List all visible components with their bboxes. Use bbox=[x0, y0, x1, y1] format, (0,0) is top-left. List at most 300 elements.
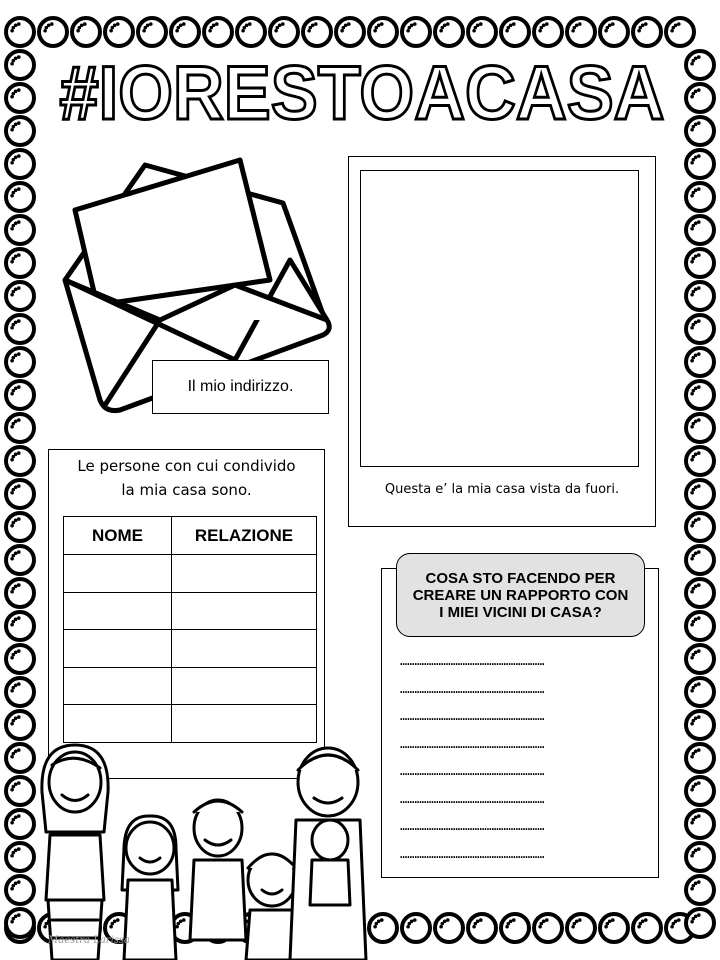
border-dot bbox=[17, 418, 21, 422]
border-dot bbox=[373, 29, 377, 33]
household-table bbox=[63, 516, 317, 743]
border-circle bbox=[686, 843, 714, 871]
border-dot bbox=[439, 29, 443, 33]
name-cell[interactable] bbox=[64, 592, 172, 630]
border-dot bbox=[690, 392, 694, 396]
border-dot bbox=[406, 29, 410, 33]
border-dot bbox=[690, 491, 694, 495]
border-dot bbox=[17, 451, 21, 455]
border-circle bbox=[567, 18, 595, 46]
column-header-name: NOME bbox=[64, 517, 172, 555]
relation-cell[interactable] bbox=[172, 705, 317, 743]
border-dot bbox=[694, 485, 698, 489]
border-circle bbox=[686, 381, 714, 409]
border-circle bbox=[686, 150, 714, 178]
border-dot bbox=[694, 518, 698, 522]
border-dot bbox=[377, 23, 381, 27]
border-dot bbox=[690, 788, 694, 792]
border-dot bbox=[571, 29, 575, 33]
border-circle bbox=[6, 579, 34, 607]
border-dot bbox=[697, 583, 701, 587]
border-circle bbox=[270, 18, 298, 46]
border-dot bbox=[690, 260, 694, 264]
family-illustration bbox=[0, 740, 380, 960]
border-dot bbox=[637, 925, 641, 929]
border-dot bbox=[690, 722, 694, 726]
border-dot bbox=[14, 254, 18, 258]
neighbors-question-bubble bbox=[396, 553, 645, 637]
border-dot bbox=[690, 425, 694, 429]
border-dot bbox=[512, 22, 516, 26]
border-circle bbox=[686, 447, 714, 475]
house-photo-area[interactable] bbox=[360, 170, 639, 467]
border-dot bbox=[307, 29, 311, 33]
border-dot bbox=[14, 386, 18, 390]
border-dot bbox=[314, 22, 318, 26]
border-circle bbox=[138, 18, 166, 46]
border-circle bbox=[435, 18, 463, 46]
border-dot bbox=[17, 583, 21, 587]
border-dot bbox=[10, 722, 14, 726]
border-dot bbox=[274, 29, 278, 33]
border-dot bbox=[697, 451, 701, 455]
border-circle bbox=[686, 282, 714, 310]
border-dot bbox=[14, 518, 18, 522]
border-dot bbox=[674, 23, 678, 27]
border-dot bbox=[694, 386, 698, 390]
border-circle bbox=[686, 777, 714, 805]
border-dot bbox=[14, 419, 18, 423]
border-dot bbox=[10, 293, 14, 297]
border-dot bbox=[446, 918, 450, 922]
border-dot bbox=[509, 23, 513, 27]
border-dot bbox=[690, 161, 694, 165]
table-row bbox=[64, 630, 317, 668]
border-dot bbox=[443, 23, 447, 27]
border-circle bbox=[686, 909, 714, 937]
border-circle bbox=[633, 914, 661, 942]
border-dot bbox=[505, 925, 509, 929]
answer-line[interactable]: …………………………………………………… bbox=[400, 681, 545, 696]
border-dot bbox=[17, 616, 21, 620]
border-dot bbox=[512, 918, 516, 922]
answer-line[interactable]: …………………………………………………… bbox=[400, 709, 545, 723]
border-circle bbox=[686, 84, 714, 112]
border-dot bbox=[14, 188, 18, 192]
border-dot bbox=[697, 187, 701, 191]
border-dot bbox=[578, 918, 582, 922]
border-circle bbox=[501, 914, 529, 942]
household-intro: Le persone con cui condivido la mia casa sono. bbox=[77, 457, 296, 499]
answer-line[interactable]: …………………………………………………… bbox=[400, 791, 545, 806]
border-dot bbox=[245, 23, 249, 27]
border-circle bbox=[686, 216, 714, 244]
border-dot bbox=[17, 55, 21, 59]
border-circle bbox=[435, 914, 463, 942]
border-dot bbox=[670, 925, 674, 929]
border-dot bbox=[697, 220, 701, 224]
border-dot bbox=[80, 23, 84, 27]
border-dot bbox=[50, 22, 54, 26]
border-dot bbox=[690, 95, 694, 99]
border-circle bbox=[336, 18, 364, 46]
border-circle bbox=[6, 381, 34, 409]
border-circle bbox=[686, 513, 714, 541]
border-dot bbox=[694, 815, 698, 819]
border-circle bbox=[686, 249, 714, 277]
border-dot bbox=[14, 353, 18, 357]
border-dot bbox=[10, 194, 14, 198]
border-circle bbox=[686, 546, 714, 574]
border-dot bbox=[641, 23, 645, 27]
border-dot bbox=[10, 392, 14, 396]
border-circle bbox=[303, 18, 331, 46]
border-dot bbox=[179, 23, 183, 27]
border-dot bbox=[17, 253, 21, 257]
border-dot bbox=[571, 925, 575, 929]
border-dot bbox=[694, 254, 698, 258]
border-dot bbox=[697, 847, 701, 851]
border-dot bbox=[697, 418, 701, 422]
border-dot bbox=[694, 353, 698, 357]
border-dot bbox=[575, 919, 579, 923]
relation-cell[interactable] bbox=[172, 555, 317, 593]
border-dot bbox=[694, 683, 698, 687]
border-circle bbox=[6, 216, 34, 244]
border-dot bbox=[694, 419, 698, 423]
border-dot bbox=[83, 22, 87, 26]
border-dot bbox=[694, 287, 698, 291]
border-circle bbox=[468, 914, 496, 942]
border-dot bbox=[509, 919, 513, 923]
border-dot bbox=[410, 23, 414, 27]
border-dot bbox=[17, 649, 21, 653]
column-header-relation: RELAZIONE bbox=[172, 517, 317, 555]
border-circle bbox=[600, 18, 628, 46]
border-dot bbox=[690, 326, 694, 330]
border-dot bbox=[17, 286, 21, 290]
border-dot bbox=[14, 551, 18, 555]
border-circle bbox=[534, 914, 562, 942]
border-dot bbox=[608, 23, 612, 27]
border-dot bbox=[116, 22, 120, 26]
border-circle bbox=[686, 579, 714, 607]
border-dot bbox=[697, 352, 701, 356]
border-circle bbox=[567, 914, 595, 942]
border-dot bbox=[17, 319, 21, 323]
border-dot bbox=[677, 918, 681, 922]
name-cell[interactable] bbox=[64, 555, 172, 593]
border-circle bbox=[6, 480, 34, 508]
table-row bbox=[64, 667, 317, 705]
border-dot bbox=[694, 749, 698, 753]
border-dot bbox=[545, 22, 549, 26]
border-circle bbox=[171, 18, 199, 46]
border-dot bbox=[641, 919, 645, 923]
border-circle bbox=[666, 18, 694, 46]
border-dot bbox=[604, 29, 608, 33]
border-dot bbox=[413, 22, 417, 26]
border-circle bbox=[6, 414, 34, 442]
page-title bbox=[55, 55, 670, 135]
border-dot bbox=[14, 320, 18, 324]
border-dot bbox=[690, 227, 694, 231]
border-dot bbox=[644, 22, 648, 26]
border-circle bbox=[600, 914, 628, 942]
border-circle bbox=[6, 513, 34, 541]
border-dot bbox=[14, 23, 18, 27]
border-dot bbox=[215, 22, 219, 26]
border-dot bbox=[694, 617, 698, 621]
border-dot bbox=[149, 22, 153, 26]
border-circle bbox=[686, 678, 714, 706]
border-circle bbox=[204, 18, 232, 46]
border-dot bbox=[10, 29, 14, 33]
border-dot bbox=[538, 925, 542, 929]
border-dot bbox=[14, 584, 18, 588]
border-circle bbox=[686, 711, 714, 739]
border-dot bbox=[17, 550, 21, 554]
border-dot bbox=[694, 188, 698, 192]
border-dot bbox=[697, 880, 701, 884]
border-dot bbox=[697, 748, 701, 752]
border-dot bbox=[697, 913, 701, 917]
relation-cell[interactable] bbox=[172, 592, 317, 630]
border-circle bbox=[6, 183, 34, 211]
border-dot bbox=[311, 23, 315, 27]
border-dot bbox=[690, 359, 694, 363]
table-row bbox=[64, 555, 317, 593]
border-circle bbox=[72, 18, 100, 46]
border-circle bbox=[6, 18, 34, 46]
border-circle bbox=[6, 117, 34, 145]
border-dot bbox=[697, 286, 701, 290]
border-dot bbox=[697, 649, 701, 653]
border-dot bbox=[694, 881, 698, 885]
border-circle bbox=[105, 18, 133, 46]
border-dot bbox=[637, 29, 641, 33]
border-circle bbox=[6, 84, 34, 112]
border-circle bbox=[6, 612, 34, 640]
border-dot bbox=[694, 320, 698, 324]
border-dot bbox=[47, 23, 51, 27]
border-dot bbox=[697, 781, 701, 785]
border-dot bbox=[17, 187, 21, 191]
border-circle bbox=[686, 414, 714, 442]
border-dot bbox=[14, 56, 18, 60]
border-dot bbox=[10, 326, 14, 330]
border-dot bbox=[14, 221, 18, 225]
border-dot bbox=[17, 484, 21, 488]
border-dot bbox=[690, 590, 694, 594]
border-dot bbox=[608, 919, 612, 923]
border-dot bbox=[472, 925, 476, 929]
border-dot bbox=[17, 121, 21, 125]
border-dot bbox=[694, 452, 698, 456]
border-dot bbox=[694, 782, 698, 786]
border-dot bbox=[14, 716, 18, 720]
border-dot bbox=[690, 128, 694, 132]
author-signature: Maestra Larissa bbox=[48, 935, 130, 946]
border-dot bbox=[248, 22, 252, 26]
border-dot bbox=[697, 682, 701, 686]
border-dot bbox=[694, 122, 698, 126]
border-dot bbox=[212, 23, 216, 27]
answer-line[interactable]: …………………………………………………… bbox=[400, 654, 545, 668]
border-dot bbox=[241, 29, 245, 33]
border-dot bbox=[690, 458, 694, 462]
border-dot bbox=[10, 656, 14, 660]
border-dot bbox=[690, 689, 694, 693]
border-dot bbox=[697, 484, 701, 488]
border-dot bbox=[694, 155, 698, 159]
border-dot bbox=[694, 551, 698, 555]
border-dot bbox=[17, 715, 21, 719]
border-circle bbox=[501, 18, 529, 46]
border-dot bbox=[10, 623, 14, 627]
border-dot bbox=[17, 517, 21, 521]
border-dot bbox=[43, 29, 47, 33]
border-dot bbox=[677, 22, 681, 26]
border-dot bbox=[14, 683, 18, 687]
border-dot bbox=[10, 227, 14, 231]
border-dot bbox=[578, 22, 582, 26]
border-dot bbox=[697, 616, 701, 620]
border-dot bbox=[674, 919, 678, 923]
border-circle bbox=[369, 18, 397, 46]
border-dot bbox=[690, 293, 694, 297]
border-dot bbox=[10, 458, 14, 462]
border-dot bbox=[505, 29, 509, 33]
border-circle bbox=[6, 249, 34, 277]
table-row bbox=[64, 592, 317, 630]
border-circle bbox=[6, 546, 34, 574]
border-dot bbox=[146, 23, 150, 27]
name-cell[interactable] bbox=[64, 667, 172, 705]
border-dot bbox=[690, 62, 694, 66]
border-dot bbox=[10, 95, 14, 99]
relation-cell[interactable] bbox=[172, 667, 317, 705]
name-cell[interactable] bbox=[64, 630, 172, 668]
border-circle bbox=[6, 315, 34, 343]
border-dot bbox=[10, 128, 14, 132]
border-dot bbox=[410, 919, 414, 923]
answer-line[interactable]: …………………………………………………… bbox=[400, 736, 545, 751]
border-circle bbox=[468, 18, 496, 46]
border-dot bbox=[10, 161, 14, 165]
border-dot bbox=[690, 821, 694, 825]
border-dot bbox=[575, 23, 579, 27]
border-dot bbox=[697, 517, 701, 521]
border-circle bbox=[686, 744, 714, 772]
border-dot bbox=[697, 319, 701, 323]
border-dot bbox=[542, 919, 546, 923]
border-dot bbox=[694, 914, 698, 918]
border-circle bbox=[686, 51, 714, 79]
border-dot bbox=[476, 919, 480, 923]
answer-line[interactable]: …………………………………………………… bbox=[400, 764, 545, 778]
table-row bbox=[64, 705, 317, 743]
border-dot bbox=[697, 253, 701, 257]
border-dot bbox=[479, 918, 483, 922]
border-dot bbox=[278, 23, 282, 27]
border-circle bbox=[686, 315, 714, 343]
border-dot bbox=[10, 260, 14, 264]
border-dot bbox=[17, 154, 21, 158]
border-dot bbox=[538, 29, 542, 33]
border-circle bbox=[686, 810, 714, 838]
border-circle bbox=[6, 645, 34, 673]
border-dot bbox=[611, 22, 615, 26]
border-dot bbox=[10, 557, 14, 561]
border-dot bbox=[10, 62, 14, 66]
border-dot bbox=[670, 29, 674, 33]
neighbors-question-text: COSA STO FACENDO PER CREARE UN RAPPORTO CON I MIEI VICINI DI CASA? bbox=[412, 569, 629, 621]
border-dot bbox=[14, 452, 18, 456]
border-dot bbox=[17, 88, 21, 92]
border-circle bbox=[6, 150, 34, 178]
border-dot bbox=[344, 23, 348, 27]
border-dot bbox=[17, 385, 21, 389]
border-dot bbox=[406, 925, 410, 929]
border-dot bbox=[694, 89, 698, 93]
border-dot bbox=[690, 524, 694, 528]
border-dot bbox=[17, 682, 21, 686]
border-dot bbox=[14, 617, 18, 621]
border-circle bbox=[6, 447, 34, 475]
border-dot bbox=[175, 29, 179, 33]
border-dot bbox=[479, 22, 483, 26]
border-dot bbox=[694, 221, 698, 225]
border-circle bbox=[686, 117, 714, 145]
border-circle bbox=[686, 612, 714, 640]
border-circle bbox=[39, 18, 67, 46]
border-dot bbox=[76, 29, 80, 33]
border-circle bbox=[6, 348, 34, 376]
answer-line[interactable]: …………………………………………………… bbox=[400, 846, 545, 861]
address-label-box bbox=[152, 360, 329, 414]
border-dot bbox=[380, 22, 384, 26]
border-dot bbox=[542, 23, 546, 27]
border-dot bbox=[694, 716, 698, 720]
house-photo-caption: Questa e’ la mia casa vista da fuori. bbox=[384, 482, 620, 497]
border-dot bbox=[697, 55, 701, 59]
address-label: Il mio indirizzo. bbox=[187, 378, 294, 395]
border-dot bbox=[472, 29, 476, 33]
border-dot bbox=[690, 854, 694, 858]
border-dot bbox=[476, 23, 480, 27]
border-dot bbox=[17, 352, 21, 356]
border-dot bbox=[443, 919, 447, 923]
border-dot bbox=[697, 814, 701, 818]
page-title-text: #IORESTOACASA bbox=[59, 55, 665, 135]
border-circle bbox=[237, 18, 265, 46]
border-dot bbox=[694, 584, 698, 588]
border-dot bbox=[14, 89, 18, 93]
name-cell[interactable] bbox=[64, 705, 172, 743]
relation-cell[interactable] bbox=[172, 630, 317, 668]
border-dot bbox=[439, 925, 443, 929]
border-dot bbox=[545, 918, 549, 922]
border-circle bbox=[686, 480, 714, 508]
border-dot bbox=[14, 155, 18, 159]
border-dot bbox=[413, 918, 417, 922]
border-dot bbox=[347, 22, 351, 26]
table-header-row bbox=[64, 517, 317, 555]
border-dot bbox=[182, 22, 186, 26]
border-circle bbox=[686, 183, 714, 211]
answer-line[interactable]: …………………………………………………… bbox=[400, 819, 545, 833]
